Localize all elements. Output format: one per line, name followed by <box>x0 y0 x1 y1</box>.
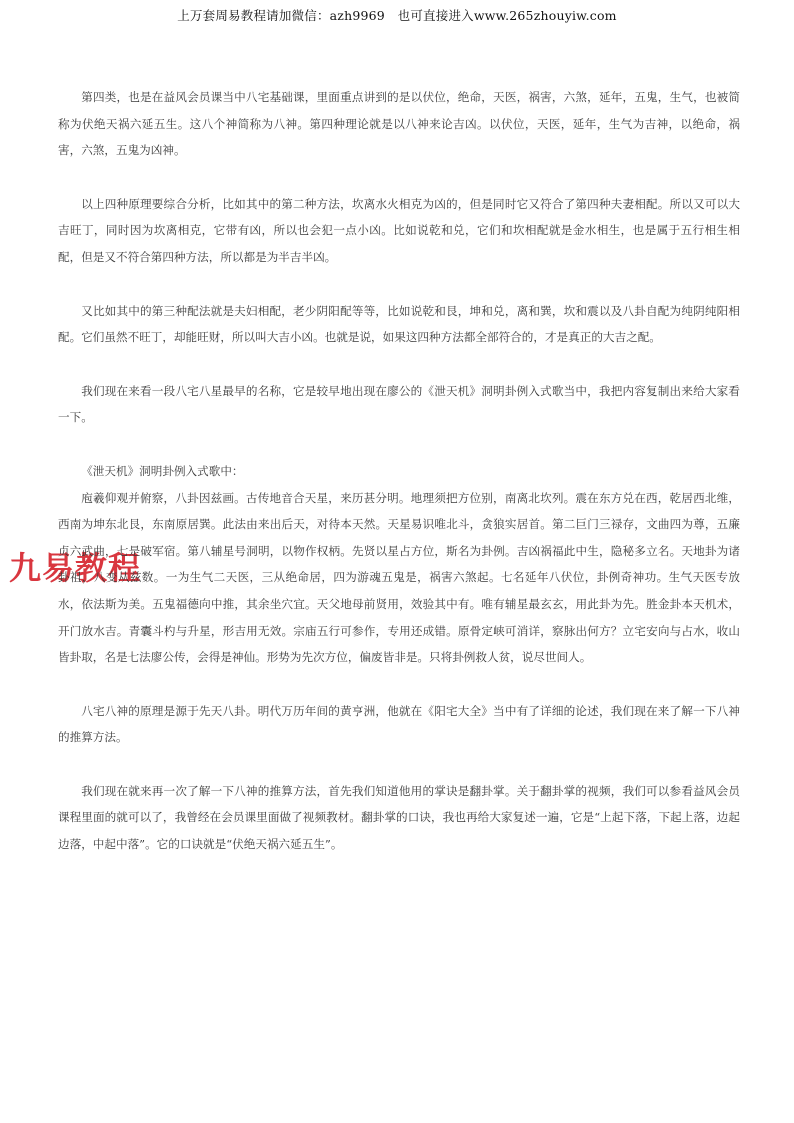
poem-title: 《泄天机》洞明卦例入式歌中： <box>81 463 244 478</box>
poem-text: 庖羲仰观并俯察，八卦因兹画。古传地音合天星，来历甚分明。地理须把方位别，南离北坎列。震在东方兑在西，乾居西北维，西南为坤东北艮，东南原居巽。此法由来出后天，对待本天然。天星易识唯北斗，贪狼实居首。第二巨门三禄存，文曲四为尊，五廉贞六武曲，七是破军宿。第八辅星号洞明，以物作权柄。先贤以星占方位，斯名为卦例。吉凶祸福此中生，隐秘多立名。天地卦为诸卦祖，八变从兹数。一为生气二天医，三从绝命居，四为游魂五鬼是，祸害六煞起。七名延年八伏位，卦例奇神功。生气天医专放水，依法斯为美。五鬼福德向中推，其余坐穴宜。天父地母前贤用，效验其中有。唯有辅星最玄玄，用此卦为先。胜金卦本天机术，开门放水吉。青囊斗杓与升星，形吉用无效。宗庙五行可参作，专用还成错。原骨定峡可消详，察脉出何方？立宅安向与占水，收山皆卦取，名是七法廖公传，会得是神仙。形势为先次方位，偏废皆非是。只将卦例救人贫，说尽世间人。 <box>58 490 740 665</box>
paragraph-5: 八宅八神的原理是源于先天八卦。明代万历年间的黄亨洲，他就在《阳宅大全》当中有了详细的论述，我们现在来了解一下八神的推算方法。 <box>58 703 740 745</box>
page-header <box>0 6 794 24</box>
paragraph-2: 以上四种原理要综合分析，比如其中的第二种方法，坎离水火相克为凶的，但是同时它又符合了第四种夫妻相配。所以又可以大吉旺丁，同时因为坎离相克，它带有凶，所以也会犯一点小凶。比如说乾和兑，它们和坎相配就是金水相生，也是属于五行相生相配，但是又不符合第四种方法，所以都是为半吉半凶。 <box>58 196 740 264</box>
paragraph-3: 又比如其中的第三种配法就是夫妇相配，老少阴阳配等等，比如说乾和艮，坤和兑，离和巽，坎和震以及八卦自配为纯阴纯阳相配。它们虽然不旺丁，却能旺财，所以叫大吉小凶。也就是说，如果这四种方法都全部符合的，才是真正的大吉之配。 <box>58 303 740 345</box>
paragraph-1: 第四类，也是在益风会员课当中八宅基础课，里面重点讲到的是以伏位，绝命，天医，祸害，六煞，延年，五鬼，生气，也被简称为伏绝天祸六延五生。这八个神简称为八神。第四种理论就是以八神来论吉凶。以伏位，天医，延年，生气为吉神，以绝命，祸害，六煞，五鬼为凶神。 <box>58 90 740 158</box>
watermark-logo: 九易教程 <box>9 549 142 587</box>
paragraph-6: 我们现在就来再一次了解一下八神的推算方法，首先我们知道他用的掌诀是翻卦掌。关于翻卦掌的视频，我们可以参看益风会员课程里面的就可以了，我曾经在会员课里面做了视频教材。翻卦掌的口诀，我也再给大家复述一遍，它是“上起下落，下起上落，边起边落，中起中落”。它的口诀就是“伏绝天祸六延五生”。 <box>58 783 740 852</box>
paragraph-4: 我们现在来看一段八宅八星最早的名称，它是较早地出现在廖公的《泄天机》洞明卦例入式歌当中，我把内容复制出来给大家看一下。 <box>58 383 740 425</box>
document-body <box>58 84 740 858</box>
header-text: 上万套周易教程请加微信：azh9969 也可直接进入www.265zhouyiw.com <box>177 8 617 23</box>
